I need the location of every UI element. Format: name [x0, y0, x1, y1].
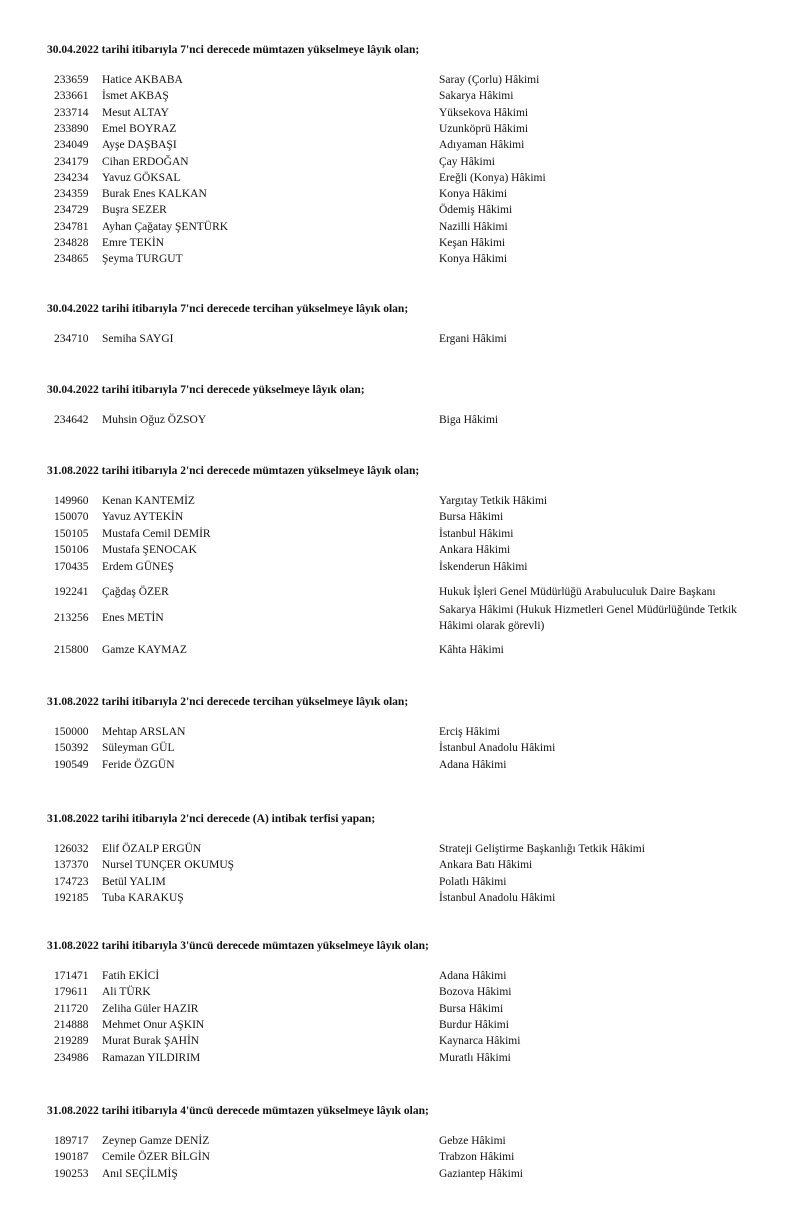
registry-number: 190549 [54, 758, 89, 771]
section-heading: 30.04.2022 tarihi itibarıyla 7'nci derecede yükselmeye lâyık olan; [47, 384, 365, 396]
duty-station: Strateji Geliştirme Başkanlığı Tetkik Hâkimi [439, 843, 645, 855]
person-name: Mehmet Onur AŞKIN [102, 1018, 205, 1031]
duty-station: Yargıtay Tetkik Hâkimi [439, 495, 548, 507]
registry-number: 171471 [54, 970, 89, 982]
person-name: Cemile ÖZER BİLGİN [102, 1151, 210, 1164]
duty-station: Ankara Hâkimi [439, 544, 511, 556]
duty-station: Konya Hâkimi [439, 253, 508, 266]
duty-station: Burdur Hâkimi [439, 1018, 509, 1031]
person-name: Emel BOYRAZ [102, 122, 177, 135]
person-name: Mesut ALTAY [102, 106, 169, 119]
person-name: Yavuz AYTEKİN [102, 511, 184, 523]
duty-station: Yüksekova Hâkimi [439, 106, 529, 119]
person-name: Gamze KAYMAZ [102, 644, 187, 656]
registry-number: 234828 [54, 237, 89, 249]
registry-number: 174723 [54, 875, 89, 888]
person-name: Ramazan YILDIRIM [102, 1051, 201, 1064]
duty-station: Ankara Batı Hâkimi [439, 859, 533, 872]
duty-station: Ödemiş Hâkimi [439, 204, 513, 217]
section-heading: 31.08.2022 tarihi itibarıyla 4'üncü derecede mümtazen yükselmeye lâyık olan; [47, 1105, 429, 1117]
duty-station: Kaynarca Hâkimi [439, 1035, 521, 1048]
person-name: Cihan ERDOĞAN [102, 155, 189, 168]
duty-station: İstanbul Hâkimi [439, 528, 514, 540]
registry-number: 234986 [54, 1051, 89, 1064]
registry-number: 234049 [54, 139, 89, 152]
registry-number: 189717 [54, 1135, 89, 1147]
registry-number: 170435 [54, 561, 89, 573]
person-name: Feride ÖZGÜN [102, 758, 175, 771]
person-name: Kenan KANTEMİZ [102, 495, 195, 507]
registry-number: 150105 [54, 528, 89, 540]
person-name: Nursel TUNÇER OKUMUŞ [102, 859, 235, 872]
registry-number: 233659 [54, 74, 89, 86]
duty-station: Adana Hâkimi [439, 970, 507, 982]
registry-number: 219289 [54, 1035, 89, 1048]
registry-number: 150000 [54, 726, 89, 738]
registry-number: 234729 [54, 204, 89, 217]
person-name: Zeynep Gamze DENİZ [102, 1135, 210, 1147]
person-name: Buşra SEZER [102, 204, 167, 217]
duty-station: Saray (Çorlu) Hâkimi [439, 74, 540, 86]
person-name: Burak Enes KALKAN [102, 188, 207, 201]
person-name: Mustafa ŞENOCAK [102, 544, 197, 556]
registry-number: 126032 [54, 843, 89, 855]
section-heading: 30.04.2022 tarihi itibarıyla 7'nci derecede tercihan yükselmeye lâyık olan; [47, 303, 409, 315]
person-name: Yavuz GÖKSAL [102, 171, 181, 184]
person-name: Süleyman GÜL [102, 742, 175, 755]
registry-number: 150392 [54, 742, 89, 755]
duty-station: Bozova Hâkimi [439, 986, 512, 999]
registry-number: 137370 [54, 859, 89, 872]
registry-number: 215800 [54, 644, 89, 656]
section-heading: 31.08.2022 tarihi itibarıyla 2'nci derecede (A) intibak terfisi yapan; [47, 813, 376, 825]
duty-station: Trabzon Hâkimi [439, 1151, 515, 1164]
person-name: Anıl SEÇİLMİŞ [102, 1167, 178, 1180]
registry-number: 234781 [54, 220, 89, 233]
registry-number: 149960 [54, 495, 89, 507]
section-heading: 31.08.2022 tarihi itibarıyla 2'nci derecede mümtazen yükselmeye lâyık olan; [47, 465, 420, 477]
duty-station: Ergani Hâkimi [439, 333, 507, 345]
person-name: Mustafa Cemil DEMİR [102, 528, 211, 540]
duty-station: Çay Hâkimi [439, 155, 495, 168]
registry-number: 192241 [54, 586, 89, 598]
person-name: Murat Burak ŞAHİN [102, 1035, 200, 1048]
section-heading: 31.08.2022 tarihi itibarıyla 2'nci derecede tercihan yükselmeye lâyık olan; [47, 696, 409, 708]
person-name: Fatih EKİCİ [102, 970, 160, 982]
registry-number: 213256 [54, 612, 89, 624]
registry-number: 234234 [54, 171, 89, 184]
person-name: İsmet AKBAŞ [102, 90, 169, 103]
person-name: Emre TEKİN [102, 237, 165, 249]
registry-number: 234359 [54, 188, 89, 201]
registry-number: 234710 [54, 333, 89, 345]
duty-station: Bursa Hâkimi [439, 1002, 504, 1015]
duty-station: Nazilli Hâkimi [439, 220, 508, 233]
person-name: Ali TÜRK [102, 986, 151, 999]
person-name: Semiha SAYGI [102, 333, 174, 345]
person-name: Mehtap ARSLAN [102, 726, 186, 738]
registry-number: 179611 [54, 986, 89, 999]
duty-station: Sakarya Hâkimi [439, 90, 514, 103]
registry-number: 233661 [54, 90, 89, 103]
duty-station: Ereğli (Konya) Hâkimi [439, 171, 546, 184]
person-name: Şeyma TURGUT [102, 253, 183, 266]
registry-number: 150106 [54, 544, 89, 556]
duty-station: Bursa Hâkimi [439, 511, 504, 523]
person-name: Enes METİN [102, 612, 164, 624]
registry-number: 233714 [54, 106, 89, 119]
person-name: Elif ÖZALP ERGÜN [102, 843, 202, 855]
duty-station: Erciş Hâkimi [439, 726, 500, 738]
duty-station: Biga Hâkimi [439, 414, 499, 426]
person-name: Hatice AKBABA [102, 74, 183, 86]
duty-station: Polatlı Hâkimi [439, 875, 507, 888]
registry-number: 190187 [54, 1151, 89, 1164]
section-heading: 31.08.2022 tarihi itibarıyla 3'üncü derecede mümtazen yükselmeye lâyık olan; [47, 940, 429, 952]
duty-station: Uzunköprü Hâkimi [439, 122, 529, 135]
duty-station: Keşan Hâkimi [439, 237, 506, 249]
person-name: Tuba KARAKUŞ [102, 891, 184, 904]
duty-station: Gaziantep Hâkimi [439, 1167, 523, 1180]
registry-number: 192185 [54, 891, 89, 904]
duty-station: Hukuk İşleri Genel Müdürlüğü Arabuluculuk Daire Başkanı [439, 586, 716, 598]
registry-number: 214888 [54, 1018, 89, 1031]
person-name: Muhsin Oğuz ÖZSOY [102, 414, 207, 426]
person-name: Zeliha Güler HAZIR [102, 1002, 199, 1015]
registry-number: 234865 [54, 253, 89, 266]
person-name: Çağdaş ÖZER [102, 586, 169, 598]
duty-station: İstanbul Anadolu Hâkimi [439, 891, 556, 904]
duty-station: Muratlı Hâkimi [439, 1051, 511, 1064]
duty-station: Adıyaman Hâkimi [439, 139, 525, 152]
section-heading: 30.04.2022 tarihi itibarıyla 7'nci derecede mümtazen yükselmeye lâyık olan; [47, 44, 420, 56]
duty-station: İstanbul Anadolu Hâkimi [439, 742, 556, 755]
registry-number: 190253 [54, 1167, 89, 1180]
duty-station: Gebze Hâkimi [439, 1135, 506, 1147]
duty-station: Sakarya Hâkimi (Hukuk Hizmetleri Genel Müdürlüğünde Tetkik Hâkimi olarak görevli) [439, 604, 737, 632]
person-name: Ayhan Çağatay ŞENTÜRK [102, 220, 229, 233]
duty-station: İskenderun Hâkimi [439, 561, 528, 573]
registry-number: 211720 [54, 1002, 89, 1015]
duty-station: Kâhta Hâkimi [439, 644, 504, 656]
duty-station: Adana Hâkimi [439, 758, 507, 771]
registry-number: 233890 [54, 122, 89, 135]
person-name: Ayşe DAŞBAŞI [102, 139, 177, 152]
registry-number: 234179 [54, 155, 89, 168]
registry-number: 234642 [54, 414, 89, 426]
registry-number: 150070 [54, 511, 89, 523]
person-name: Betül YALIM [102, 875, 166, 888]
person-name: Erdem GÜNEŞ [102, 561, 174, 573]
duty-station: Konya Hâkimi [439, 188, 508, 201]
